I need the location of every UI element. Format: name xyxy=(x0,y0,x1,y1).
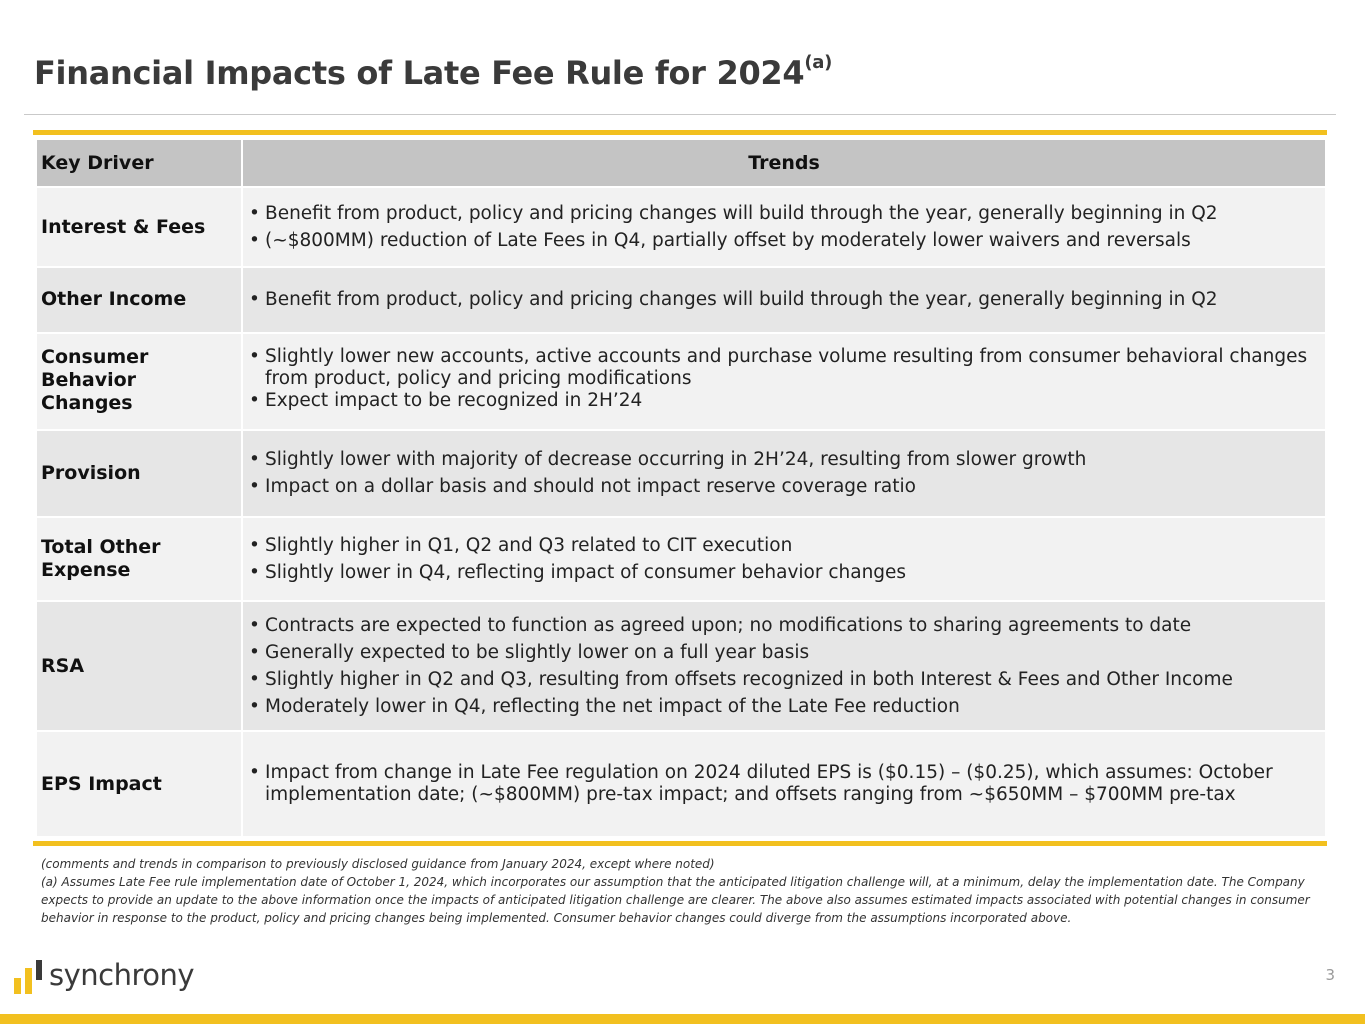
trend-item: • Slightly lower new accounts, active accounts and purchase volume resulting from consumer behavioral changes from product, policy and pricing modifications xyxy=(249,346,1317,390)
table-top-accent-bar xyxy=(33,130,1327,135)
footnotes xyxy=(41,855,1311,927)
row-trends xyxy=(242,187,1326,267)
trend-list xyxy=(249,203,1317,252)
row-driver-rsa: RSA xyxy=(36,601,242,731)
table-row xyxy=(36,601,1326,731)
title-divider xyxy=(24,114,1336,115)
comparison-note: (comments and trends in comparison to previously disclosed guidance from January 2024, except where noted) xyxy=(41,857,715,871)
trend-item: • Expect impact to be recognized in 2H’24 xyxy=(249,390,1317,412)
row-trends xyxy=(242,601,1326,731)
row-trends xyxy=(242,517,1326,601)
trend-item: • Benefit from product, policy and pricing changes will build through the year, generally beginning in Q2 xyxy=(249,289,1317,311)
logo-wordmark: synchrony xyxy=(49,958,195,992)
footer-accent-bar xyxy=(0,1014,1365,1024)
trend-item: • Slightly lower with majority of decrease occurring in 2H’24, resulting from slower growth xyxy=(249,449,1317,471)
row-trends xyxy=(242,267,1326,333)
table-row xyxy=(36,187,1326,267)
trend-item: • Generally expected to be slightly lower on a full year basis xyxy=(249,642,1317,664)
row-trends xyxy=(242,731,1326,837)
trend-list xyxy=(249,762,1317,806)
key-driver-table xyxy=(35,138,1327,838)
trend-item: • Contracts are expected to function as agreed upon; no modifications to sharing agreements to date xyxy=(249,615,1317,637)
footnote-a: (a) Assumes Late Fee rule implementation date of October 1, 2024, which incorporates our assumption that the anticipated litigation challenge will, at a minimum, delay the implementation date. The Company expects to provide an update to the above information once the impacts of anticipated litigation challenge are clearer. The above also assumes estimated impacts associated with potential changes in consumer behavior in response to the product, policy and pricing changes being implemented. Consumer behavior changes could diverge from the assumptions incorporated above. xyxy=(41,875,1310,925)
table-row xyxy=(36,731,1326,837)
table-header-row xyxy=(36,139,1326,187)
row-driver-eps-impact: EPS Impact xyxy=(36,731,242,837)
trend-list xyxy=(249,615,1317,718)
trend-list xyxy=(249,535,1317,584)
logo-bar-icon xyxy=(36,960,42,980)
row-driver-consumer-behavior: Consumer Behavior Changes xyxy=(36,333,242,430)
logo-bar-icon xyxy=(25,968,32,994)
trend-item: • Slightly higher in Q2 and Q3, resulting from offsets recognized in both Interest & Fees and Other Income xyxy=(249,669,1317,691)
row-trends xyxy=(242,430,1326,517)
trend-item: • Impact on a dollar basis and should not impact reserve coverage ratio xyxy=(249,476,1317,498)
logo-bar-icon xyxy=(14,978,21,994)
trend-item: • Benefit from product, policy and pricing changes will build through the year, generally beginning in Q2 xyxy=(249,203,1317,225)
trend-list xyxy=(249,449,1317,498)
trend-item: • Moderately lower in Q4, reflecting the net impact of the Late Fee reduction xyxy=(249,696,1317,718)
page-title xyxy=(34,54,832,92)
page-number: 3 xyxy=(1325,966,1335,984)
trend-item: • (~$800MM) reduction of Late Fees in Q4, partially offset by moderately lower waivers and reversals xyxy=(249,230,1317,252)
table-row xyxy=(36,267,1326,333)
table-bottom-accent-bar xyxy=(33,841,1327,846)
row-driver-provision: Provision xyxy=(36,430,242,517)
table-row xyxy=(36,333,1326,430)
header-trends: Trends xyxy=(242,139,1326,187)
header-key-driver: Key Driver xyxy=(36,139,242,187)
row-driver-other-income: Other Income xyxy=(36,267,242,333)
trend-item: • Impact from change in Late Fee regulation on 2024 diluted EPS is ($0.15) – ($0.25), which assumes: October implementation date; (~$800MM) pre-tax impact; and offsets ranging from ~$650MM – $700MM pre-tax xyxy=(249,762,1317,806)
table-row xyxy=(36,517,1326,601)
trend-list xyxy=(249,289,1317,311)
trend-list xyxy=(249,346,1317,412)
trend-item: • Slightly higher in Q1, Q2 and Q3 related to CIT execution xyxy=(249,535,1317,557)
table-row xyxy=(36,430,1326,517)
synchrony-logo xyxy=(14,958,194,998)
row-trends xyxy=(242,333,1326,430)
title-footnote-marker: (a) xyxy=(804,52,833,73)
row-driver-interest-fees: Interest & Fees xyxy=(36,187,242,267)
page-title-text: Financial Impacts of Late Fee Rule for 2024 xyxy=(34,54,805,92)
trend-item: • Slightly lower in Q4, reflecting impact of consumer behavior changes xyxy=(249,562,1317,584)
row-driver-total-other-expense: Total Other Expense xyxy=(36,517,242,601)
